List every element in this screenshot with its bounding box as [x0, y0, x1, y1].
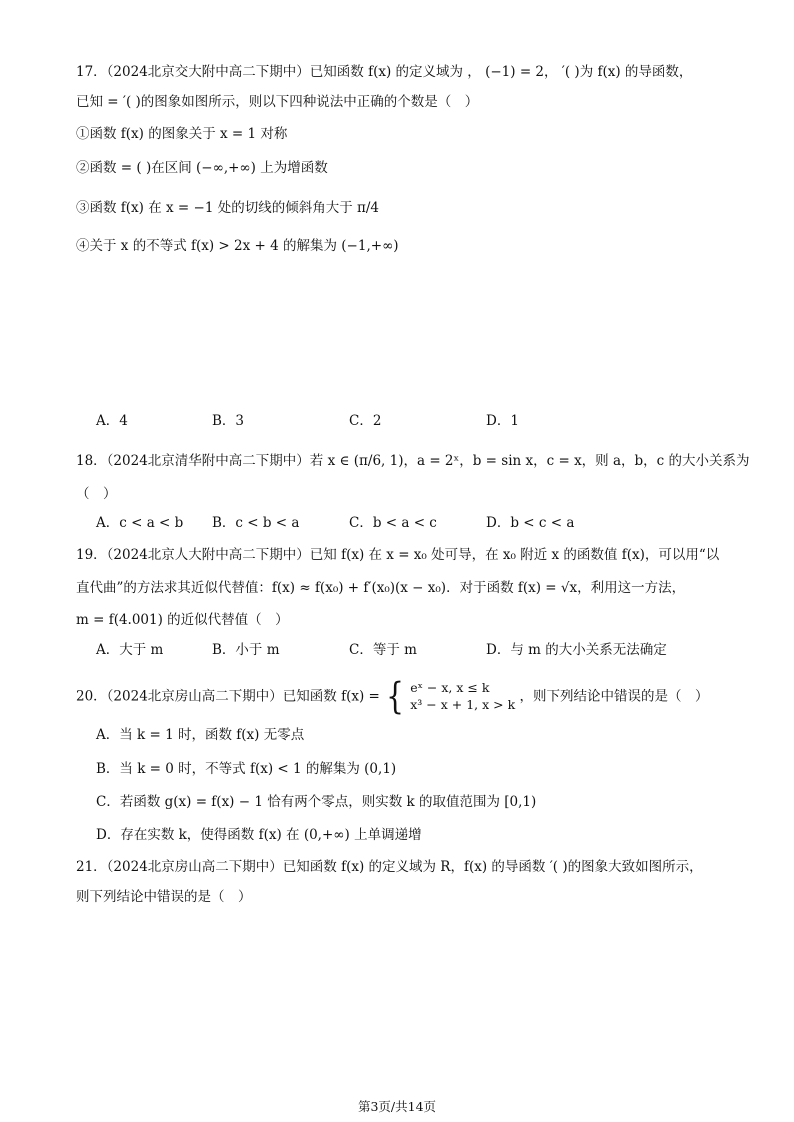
- q17-statement-4: ④关于 x 的不等式 f(x) > 2x + 4 的解集为 (−1,+∞): [76, 238, 399, 254]
- q20-option-a[interactable]: A．当 k = 1 时，函数 f(x) 无零点: [96, 727, 305, 743]
- q20-stem-text: 20．（2024北京房山高二下期中）已知函数 f(x) =: [76, 688, 380, 705]
- q17-options: [96, 411, 734, 431]
- q20-cases: [410, 679, 515, 713]
- q19-options: [96, 640, 734, 660]
- q20-option-b[interactable]: B．当 k = 0 时，不等式 f(x) < 1 的解集为 (0,1): [96, 761, 397, 777]
- q19-option-c[interactable]: C．等于 m: [349, 642, 417, 658]
- q20-case-1: eˣ − x, x ≤ k: [410, 680, 490, 695]
- q17-statement-1: ①函数 f(x) 的图象关于 x = 1 对称: [76, 126, 288, 142]
- q20-option-b-row: [96, 759, 734, 779]
- q21-stem-line2: 则下列结论中错误的是（ ）: [76, 889, 252, 905]
- q19-option-d[interactable]: D．与 m 的大小关系无法确定: [486, 642, 667, 658]
- q20-stem: [76, 674, 734, 718]
- q18-option-d[interactable]: D．b < c < a: [486, 515, 575, 531]
- q19-stem-line1: 19．（2024北京人大附中高二下期中）已知 f(x) 在 x = x₀ 处可导，在 x₀ 附近 x 的函数值 f(x)，可以用“以: [76, 547, 720, 563]
- q17-stem-line2: 已知 = ′( )的图象如图所示，则以下四种说法中正确的个数是（ ）: [76, 94, 479, 110]
- q18-option-b[interactable]: B．c < b < a: [212, 515, 300, 531]
- q20-brace: {: [386, 674, 404, 718]
- q17-stem-line1: 17．（2024北京交大附中高二下期中）已知函数 f(x) 的定义域为 ， (−1) = 2， ′( )为 f(x) 的导函数，: [76, 64, 693, 80]
- q19-option-b[interactable]: B．小于 m: [212, 642, 280, 658]
- q17-option-b[interactable]: B．3: [212, 413, 245, 429]
- q18-options: [96, 513, 734, 533]
- q20-option-c[interactable]: C．若函数 g(x) = f(x) − 1 恰有两个零点，则实数 k 的取值范围为 [0,1): [96, 794, 537, 810]
- q21-stem-line1: 21．（2024北京房山高二下期中）已知函数 f(x) 的定义域为 R，f(x) 的导函数 ′( )的图象大致如图所示，: [76, 859, 703, 875]
- q20-option-a-row: [96, 725, 734, 745]
- q20-option-d[interactable]: D．存在实数 k，使得函数 f(x) 在 (0,+∞) 上单调递增: [96, 827, 422, 843]
- q19-stem-line2: 直代曲”的方法求其近似代替值：f(x) ≈ f(x₀) + f′(x₀)(x − x₀)．对于函数 f(x) = √x，利用这一方法，: [76, 580, 686, 596]
- q20-case-2: x³ − x + 1, x > k: [410, 697, 516, 712]
- q17-option-d[interactable]: D．1: [486, 413, 519, 429]
- q19-option-a[interactable]: A．大于 m: [96, 642, 164, 658]
- q20-option-c-row: [96, 792, 734, 812]
- q18-option-c[interactable]: C．b < a < c: [349, 515, 437, 531]
- q17-option-c[interactable]: C．2: [349, 413, 382, 429]
- q20-stem-tail: ，则下列结论中错误的是（ ）: [519, 688, 709, 705]
- q17-option-a[interactable]: A．4: [96, 413, 128, 429]
- q18-stem-line2: （ ）: [76, 486, 117, 502]
- q20-option-d-row: [96, 825, 734, 845]
- q18-option-a[interactable]: A．c < a < b: [96, 515, 184, 531]
- q18-stem-line1: 18．（2024北京清华附中高二下期中）若 x ∈ (π/6, 1)，a = 2ˣ，b = sin x，c = x，则 a，b，c 的大小关系为: [76, 453, 750, 469]
- q17-statement-2: ②函数 = ( )在区间 (−∞,+∞) 上为增函数: [76, 160, 328, 176]
- q17-statement-3: ③函数 f(x) 在 x = −1 处的切线的倾斜角大于 π/4: [76, 200, 380, 216]
- q19-stem-line3: m = f(4.001) 的近似代替值（ ）: [76, 612, 289, 628]
- page-footer: 第3页/共14页: [357, 1099, 437, 1114]
